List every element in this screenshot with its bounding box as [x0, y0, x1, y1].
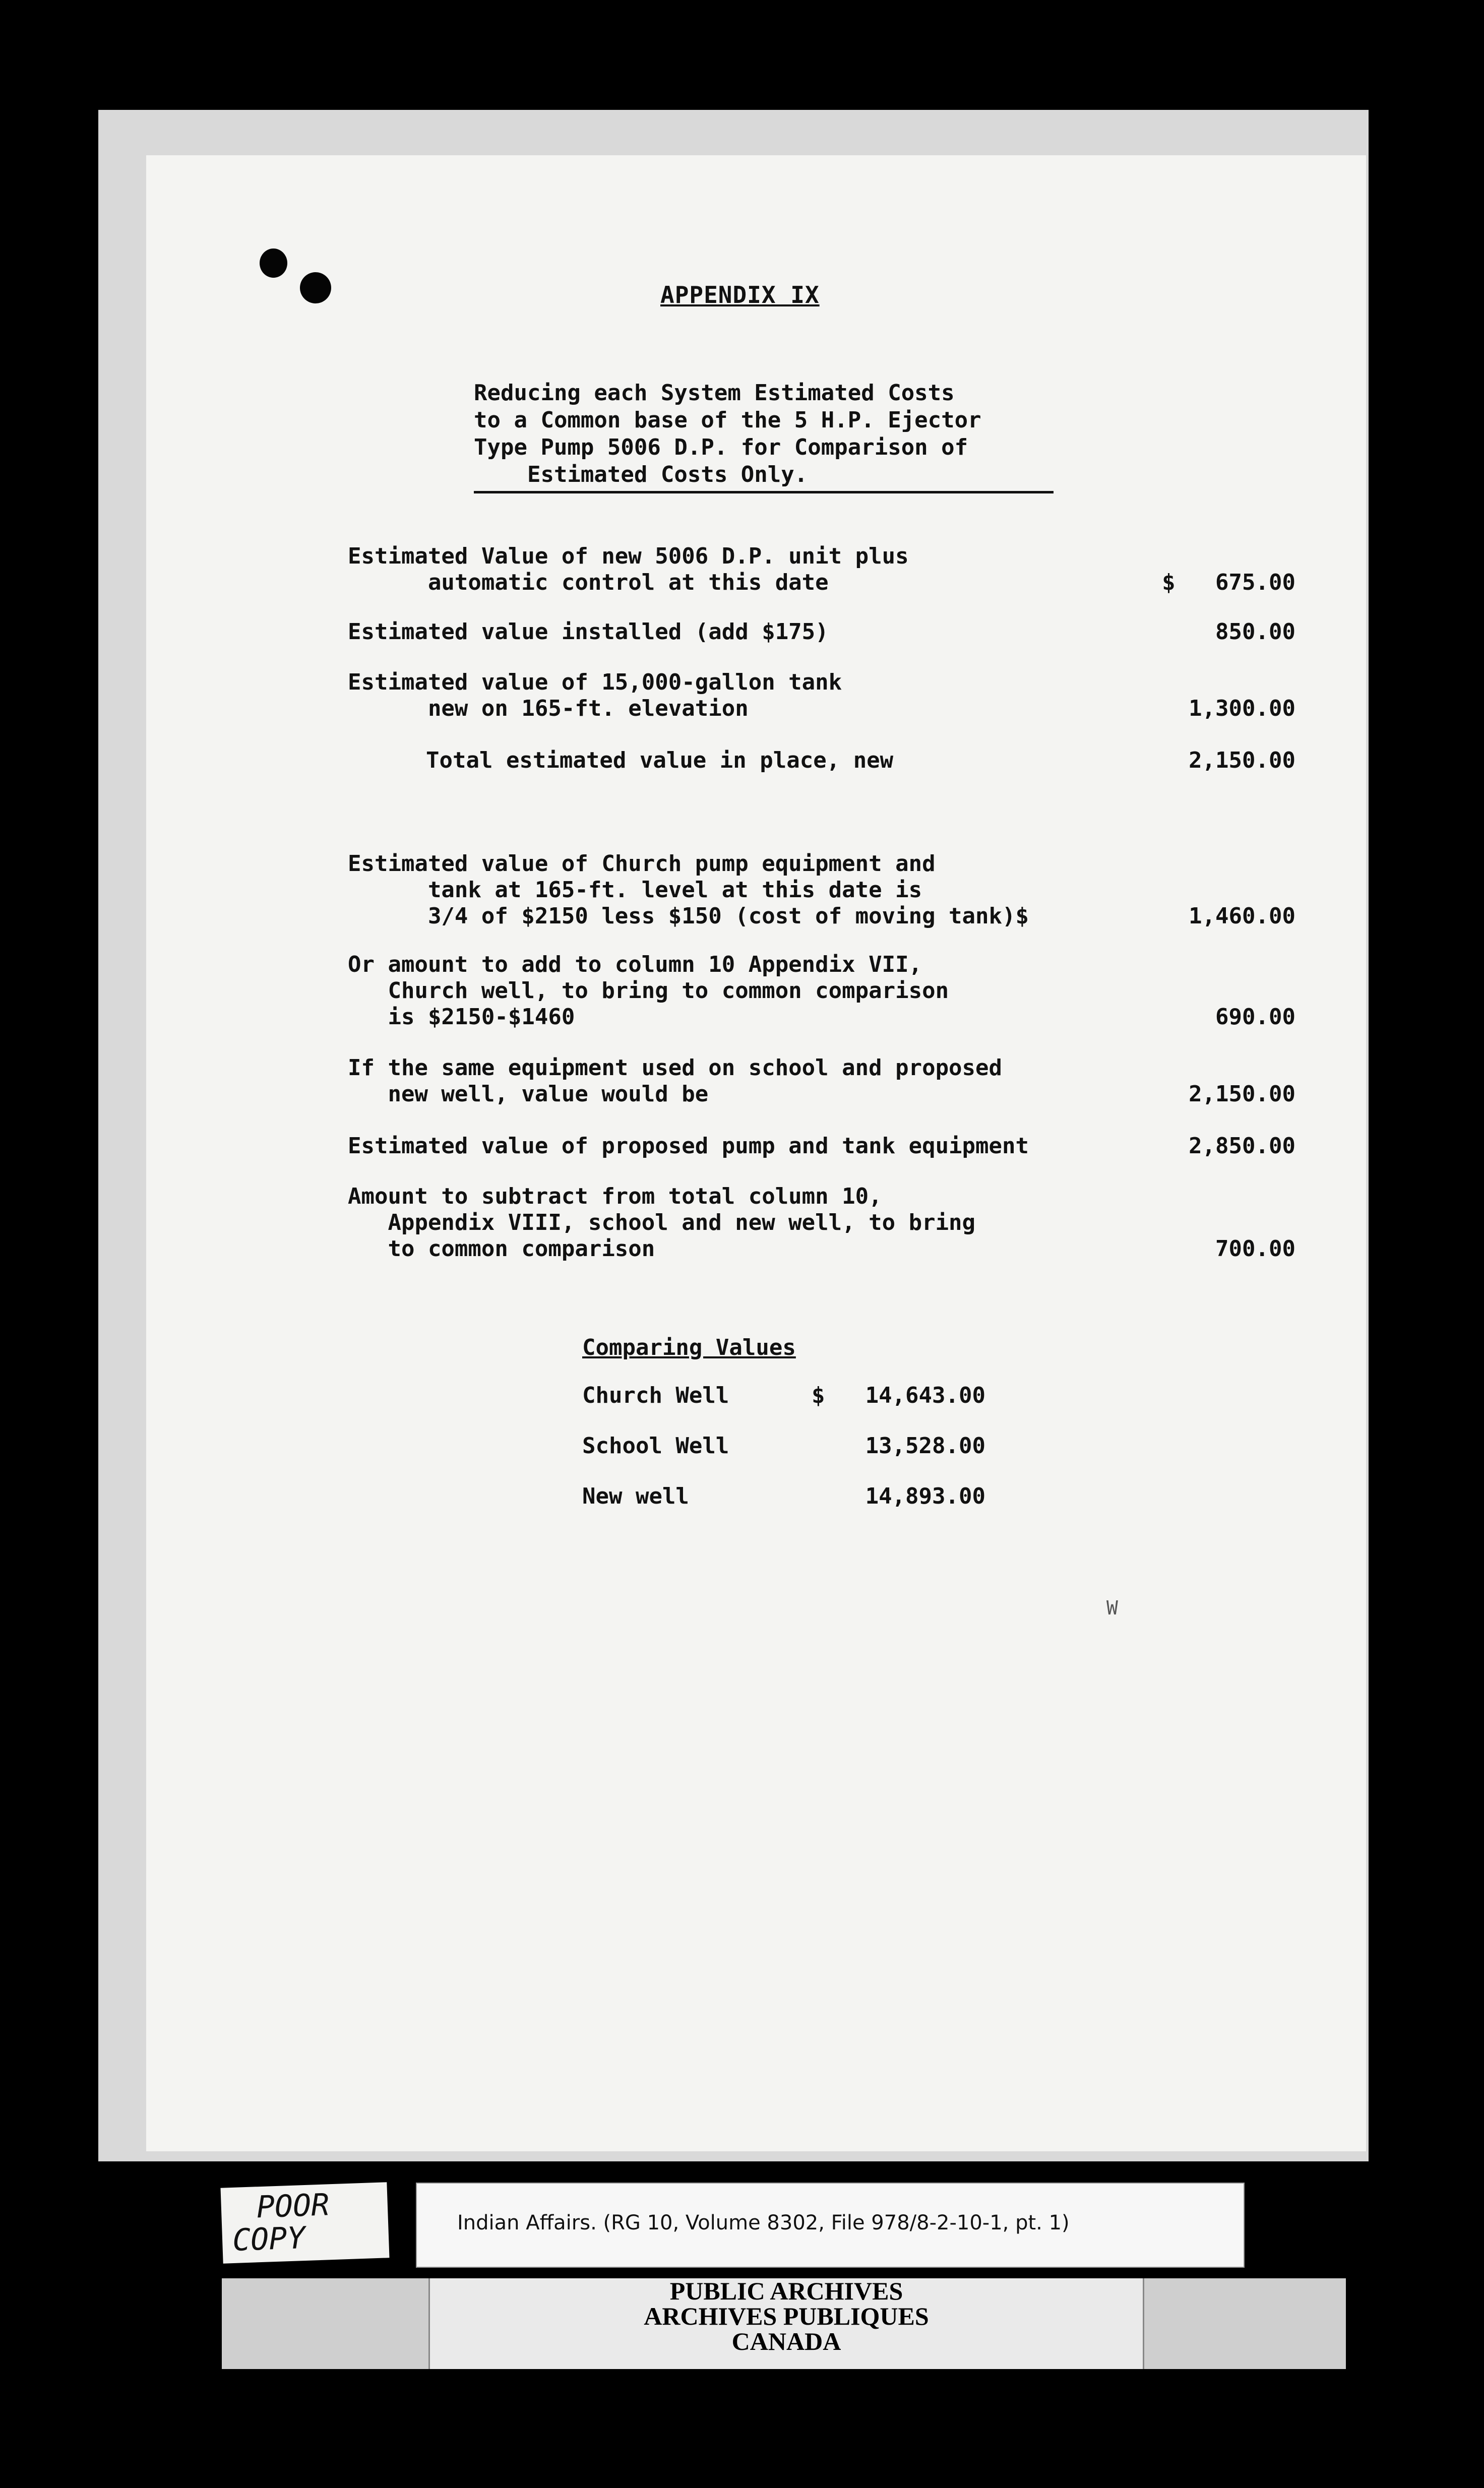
note-line: COPY: [231, 2220, 306, 2259]
tape-left: [222, 2278, 430, 2369]
cost-item-text: If the same equipment used on school and proposed: [348, 1055, 1003, 1081]
cost-item-text: Estimated value installed (add $175): [348, 619, 829, 645]
citation-text: Indian Affairs. (RG 10, Volume 8302, File 978/8-2-10-1, pt. 1): [457, 2211, 1070, 2234]
comparing-value: 14,893.00: [865, 1483, 985, 1509]
cost-item-text: automatic control at this date: [348, 570, 829, 595]
stamp-line: PUBLIC ARCHIVES: [669, 2277, 903, 2305]
cost-item-text: Appendix VIII, school and new well, to bring: [348, 1210, 976, 1235]
cost-item-amount: 1,300.00: [1189, 696, 1295, 721]
poor-copy-note: [220, 2182, 389, 2263]
comparing-label: School Well: [582, 1433, 729, 1459]
cost-item-amount: 700.00: [1215, 1236, 1295, 1262]
cost-item: [348, 669, 1295, 722]
cost-item: [348, 952, 1295, 1030]
comparing-value: 14,643.00: [865, 1383, 985, 1408]
intro-line: to a Common base of the 5 H.P. Ejector: [474, 407, 981, 433]
cost-item-text: tank at 165-ft. level at this date is: [348, 877, 922, 903]
cost-item-text: 3/4 of $2150 less $150 (cost of moving tank)$: [348, 903, 1029, 929]
cost-item: [348, 1133, 1295, 1159]
document-page: [146, 155, 1366, 2151]
margin-mark: W: [1106, 1597, 1118, 1619]
comparing-label: Church Well: [582, 1383, 729, 1408]
cost-item-amount: 690.00: [1215, 1004, 1295, 1030]
intro-heading: [474, 380, 1054, 488]
tape-right: [1143, 2278, 1346, 2369]
cost-item-text: new on 165-ft. elevation: [348, 696, 749, 721]
cost-item-amount: $ 675.00: [1162, 570, 1295, 595]
punch-hole: [260, 248, 287, 278]
intro-line: Estimated Costs Only.: [474, 462, 808, 487]
cost-item: [348, 1184, 1295, 1262]
cost-item-text: to common comparison: [348, 1236, 655, 1262]
intro-line: Reducing each System Estimated Costs: [474, 380, 955, 406]
cost-item-amount: 850.00: [1215, 619, 1295, 645]
cost-item: [348, 851, 1295, 929]
note-line: POOR: [256, 2187, 330, 2225]
page-title: APPENDIX IX: [660, 281, 820, 308]
comparing-value: 13,528.00: [865, 1433, 985, 1459]
cost-item-text: is $2150-$1460: [348, 1004, 575, 1030]
cost-item-text: Total estimated value in place, new: [426, 748, 894, 773]
comparing-label: New well: [582, 1483, 689, 1509]
citation-label: [416, 2183, 1245, 2268]
cost-item: [348, 543, 1295, 596]
archive-stamp-card: [222, 2278, 1346, 2369]
cost-item: [348, 619, 1295, 645]
archive-stamp: [434, 2278, 1139, 2354]
cost-item-text: Church well, to bring to common comparison: [348, 978, 949, 1004]
cost-item-text: Amount to subtract from total column 10,: [348, 1184, 882, 1209]
cost-item-amount: 2,850.00: [1189, 1133, 1295, 1159]
dollar-sign: $: [812, 1383, 825, 1408]
cost-item-total: [426, 748, 1295, 774]
punch-hole: [300, 272, 331, 303]
cost-item-text: Or amount to add to column 10 Appendix VII,: [348, 952, 922, 977]
cost-item-text: Estimated Value of new 5006 D.P. unit plus: [348, 543, 909, 569]
cost-item-amount: 1,460.00: [1189, 903, 1295, 929]
cost-item-amount: 2,150.00: [1189, 748, 1295, 773]
cost-item-amount: 2,150.00: [1189, 1081, 1295, 1107]
cost-item-text: new well, value would be: [348, 1081, 709, 1107]
cost-item-text: Estimated value of 15,000-gallon tank: [348, 669, 842, 695]
cost-item: [348, 1055, 1295, 1107]
cost-item-text: Estimated value of Church pump equipment and: [348, 851, 936, 877]
intro-underline: [474, 491, 1054, 493]
cost-item-text: Estimated value of proposed pump and tank equipment: [348, 1133, 1029, 1159]
intro-line: Type Pump 5006 D.P. for Comparison of: [474, 434, 968, 460]
stamp-line: ARCHIVES PUBLIQUES: [644, 2302, 929, 2330]
stamp-line: CANADA: [731, 2327, 841, 2355]
comparing-values-title: Comparing Values: [582, 1335, 796, 1360]
